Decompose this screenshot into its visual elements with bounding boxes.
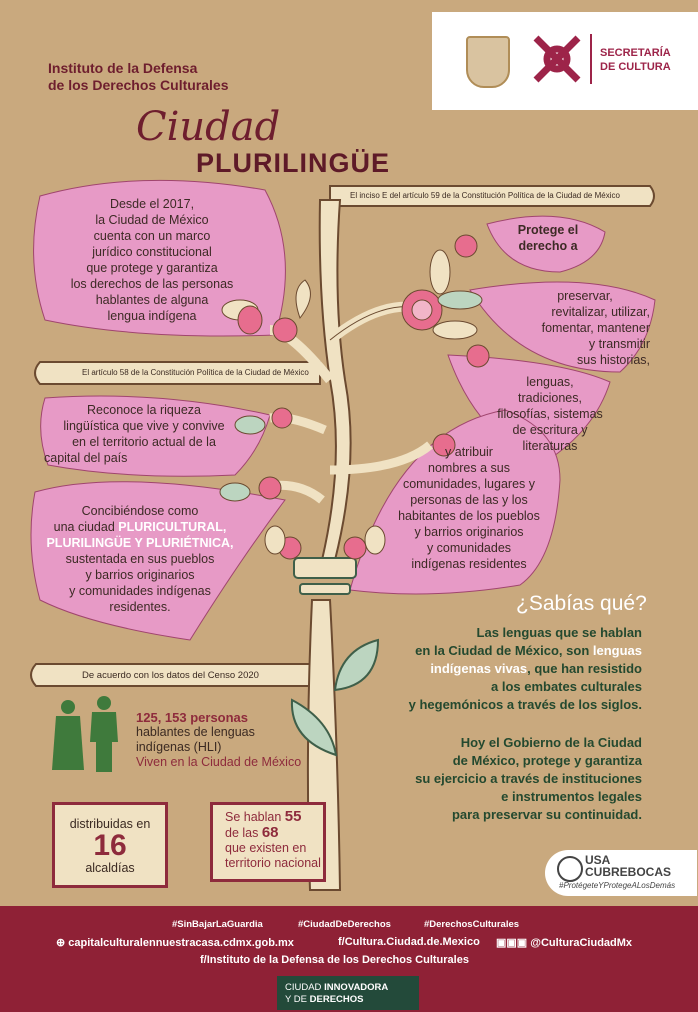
petal-line: y barrios originarios <box>414 525 524 539</box>
para-line-part: en la Ciudad de México, son <box>415 643 593 658</box>
petal-line: y barrios originarios <box>85 568 195 582</box>
secretaria-line2: DE CULTURA <box>600 61 671 73</box>
facebook-link-1[interactable] <box>338 936 480 948</box>
title-script: Ciudad <box>136 104 281 150</box>
institute-line1: Instituto de la Defensa <box>48 60 198 76</box>
seal-text: Y DE <box>285 994 310 1005</box>
petal-line: Protege el <box>517 223 579 237</box>
website-text: capitalculturalennuestracasa.cdmx.gob.mx <box>68 937 294 949</box>
petal-line: los derechos de las personas <box>70 277 234 291</box>
secretaria-name <box>600 46 671 74</box>
petal-text-2017 <box>44 196 260 324</box>
lenguas-line: territorio nacional <box>225 856 321 870</box>
seal-line <box>285 994 419 1006</box>
petal-line: que protege y garantiza <box>86 261 218 275</box>
petal-text-atribuir <box>384 444 554 572</box>
petal-line: derecho a <box>518 239 578 253</box>
census-line: Viven en la Ciudad de México <box>136 755 302 769</box>
cubrebocas-badge <box>545 850 697 896</box>
para-line: a los embates culturales <box>490 679 642 694</box>
petal-line: sus historias, <box>577 353 650 367</box>
badge-line3: #ProtégeteYProtegeALosDemás <box>559 881 676 890</box>
census-line: hablantes de lenguas <box>136 725 255 739</box>
petal-text-pluricultural <box>40 503 240 615</box>
petal-line: capital del país <box>44 451 128 465</box>
footer <box>0 906 698 1012</box>
badge-line1: USA <box>585 853 611 867</box>
petal-line: Concibiéndose como <box>81 504 199 518</box>
petal-line: fomentar, mantener <box>541 321 650 335</box>
seal-line <box>285 982 419 994</box>
social-handle[interactable] <box>496 936 632 949</box>
petal-line: lingüística que vive y convive <box>63 419 225 433</box>
logo-panel <box>432 12 698 110</box>
ciudad-seal <box>277 976 419 1010</box>
census-count: 125, 153 personas <box>136 710 249 725</box>
para-line <box>409 660 642 678</box>
petal-line: revitalizar, utilizar, <box>551 305 650 319</box>
alcaldias-top: distribuidas en <box>69 817 151 831</box>
petal-line-part: una ciudad <box>53 520 119 534</box>
petal-line: en el territorio actual de la <box>72 435 216 449</box>
petal-text-riqueza <box>44 402 244 466</box>
para-line: y hegemónicos a través de los siglos. <box>408 697 642 712</box>
para-line: Las lenguas que se hablan <box>476 625 642 640</box>
lenguas-line <box>225 809 323 825</box>
petal-line: literaturas <box>522 439 578 453</box>
institute-name <box>48 60 229 94</box>
para-line-part: , que han resistido <box>527 661 642 676</box>
seal-bold: DERECHOS <box>309 994 364 1005</box>
alcaldias-bottom: alcaldías <box>85 861 135 875</box>
census-line: indígenas (HLI) <box>136 740 222 754</box>
highlight-pluricultural: PLURICULTURAL, <box>118 520 227 534</box>
petal-line: hablantes de alguna <box>95 293 209 307</box>
petal-line: lenguas, <box>526 375 574 389</box>
petal-line: preservar, <box>557 289 613 303</box>
institute-line2: de los Derechos Culturales <box>48 77 229 93</box>
facebook-icon: f <box>200 954 204 966</box>
petal-line: comunidades, lugares y <box>402 477 536 491</box>
handle-text: @CulturaCiudadMx <box>530 937 633 949</box>
scroll-censo: De acuerdo con los datos del Censo 2020 <box>82 670 259 681</box>
lenguas-text: de las <box>225 826 259 840</box>
petal-line: habitantes de los pueblos <box>398 509 540 523</box>
sabias-title: ¿Sabías qué? <box>516 592 647 615</box>
para-line: e instrumentos legales <box>501 789 642 804</box>
hashtag-2[interactable]: #CiudadDeDerechos <box>298 919 391 930</box>
para-line: Hoy el Gobierno de la Ciudad <box>460 735 642 750</box>
petal-line: tradiciones, <box>518 391 582 405</box>
petal-line: residentes. <box>109 600 171 614</box>
social-icons: ▣▣▣ <box>496 937 531 949</box>
badge-line2: CUBREBOCAS <box>585 865 672 879</box>
petal-line: nombres a sus <box>428 461 510 475</box>
title-bold: PLURILINGÜE <box>196 148 391 178</box>
scroll-art59: El inciso E del artículo 59 de la Constitución Política de la Ciudad de México <box>350 191 620 200</box>
petal-line: de escritura y <box>512 423 588 437</box>
secretaria-line1: SECRETARÍA <box>600 47 671 59</box>
sabias-paragraph-2 <box>415 734 642 824</box>
alcaldias-box <box>52 802 168 888</box>
facebook-text: /Cultura.Ciudad.de.Mexico <box>341 936 480 948</box>
petal-line <box>40 519 240 535</box>
petal-line: y comunidades indígenas <box>69 584 211 598</box>
petal-text-lenguas <box>490 374 610 454</box>
petal-line: jurídico constitucional <box>92 245 212 259</box>
para-line <box>409 642 642 660</box>
petal-line: cuenta con un marco <box>93 229 211 243</box>
seal-text: CIUDAD <box>285 982 325 993</box>
lenguas-box <box>210 802 326 882</box>
highlight-lenguas: lenguas <box>592 643 642 658</box>
lenguas-text: Se hablan <box>225 810 282 824</box>
petal-line: sustentada en sus pueblos <box>65 552 215 566</box>
globe-icon: ⊕ <box>56 937 69 949</box>
lenguas-line <box>225 825 323 841</box>
badge-text <box>585 854 671 878</box>
lenguas-55: 55 <box>284 808 302 825</box>
petal-text-protege <box>500 222 596 254</box>
cdmx-shield-logo <box>466 36 510 88</box>
facebook-icon: f <box>338 936 342 948</box>
sabias-paragraph-1 <box>409 624 642 714</box>
petal-text-preservar <box>520 288 650 368</box>
petal-line: lengua indígena <box>107 309 197 323</box>
petal-line: Reconoce la riqueza <box>87 403 201 417</box>
facebook-text: /Instituto de la Defensa de los Derechos Culturales <box>203 954 469 966</box>
highlight-plurilingue: PLURILINGÜE Y PLURIÉTNICA, <box>46 536 234 550</box>
people-figures <box>52 696 118 772</box>
seal-bold: INNOVADORA <box>324 982 389 993</box>
petal-line: y comunidades <box>426 541 512 555</box>
scroll-art58: El artículo 58 de la Constitución Política de la Ciudad de México <box>82 368 309 377</box>
hashtag-3[interactable]: #DerechosCulturales <box>424 919 520 930</box>
cdmx-knot-logo <box>528 28 586 90</box>
lenguas-68: 68 <box>261 824 279 841</box>
hashtag-1[interactable]: #SinBajarLaGuardia <box>172 919 263 930</box>
mask-icon <box>557 856 583 882</box>
petal-line: la Ciudad de México <box>95 213 209 227</box>
petal-line: y atribuir <box>445 445 493 459</box>
alcaldias-number: 16 <box>93 829 127 862</box>
para-line: para preservar su continuidad. <box>451 807 642 822</box>
petal-line: indígenas residentes <box>411 557 527 571</box>
facebook-link-2[interactable] <box>200 954 469 966</box>
census-info <box>136 710 301 770</box>
petal-line: personas de las y los <box>410 493 528 507</box>
para-line: de México, protege y garantiza <box>452 753 642 768</box>
petal-line: filosofías, sistemas <box>497 407 603 421</box>
highlight-indigenas-vivas: indígenas vivas <box>430 661 528 676</box>
petal-line: Desde el 2017, <box>109 197 195 211</box>
petal-line: y transmitir <box>588 337 650 351</box>
para-line: su ejercicio a través de instituciones <box>415 771 642 786</box>
lenguas-line: que existen en <box>225 841 307 855</box>
website-link[interactable] <box>56 936 294 949</box>
